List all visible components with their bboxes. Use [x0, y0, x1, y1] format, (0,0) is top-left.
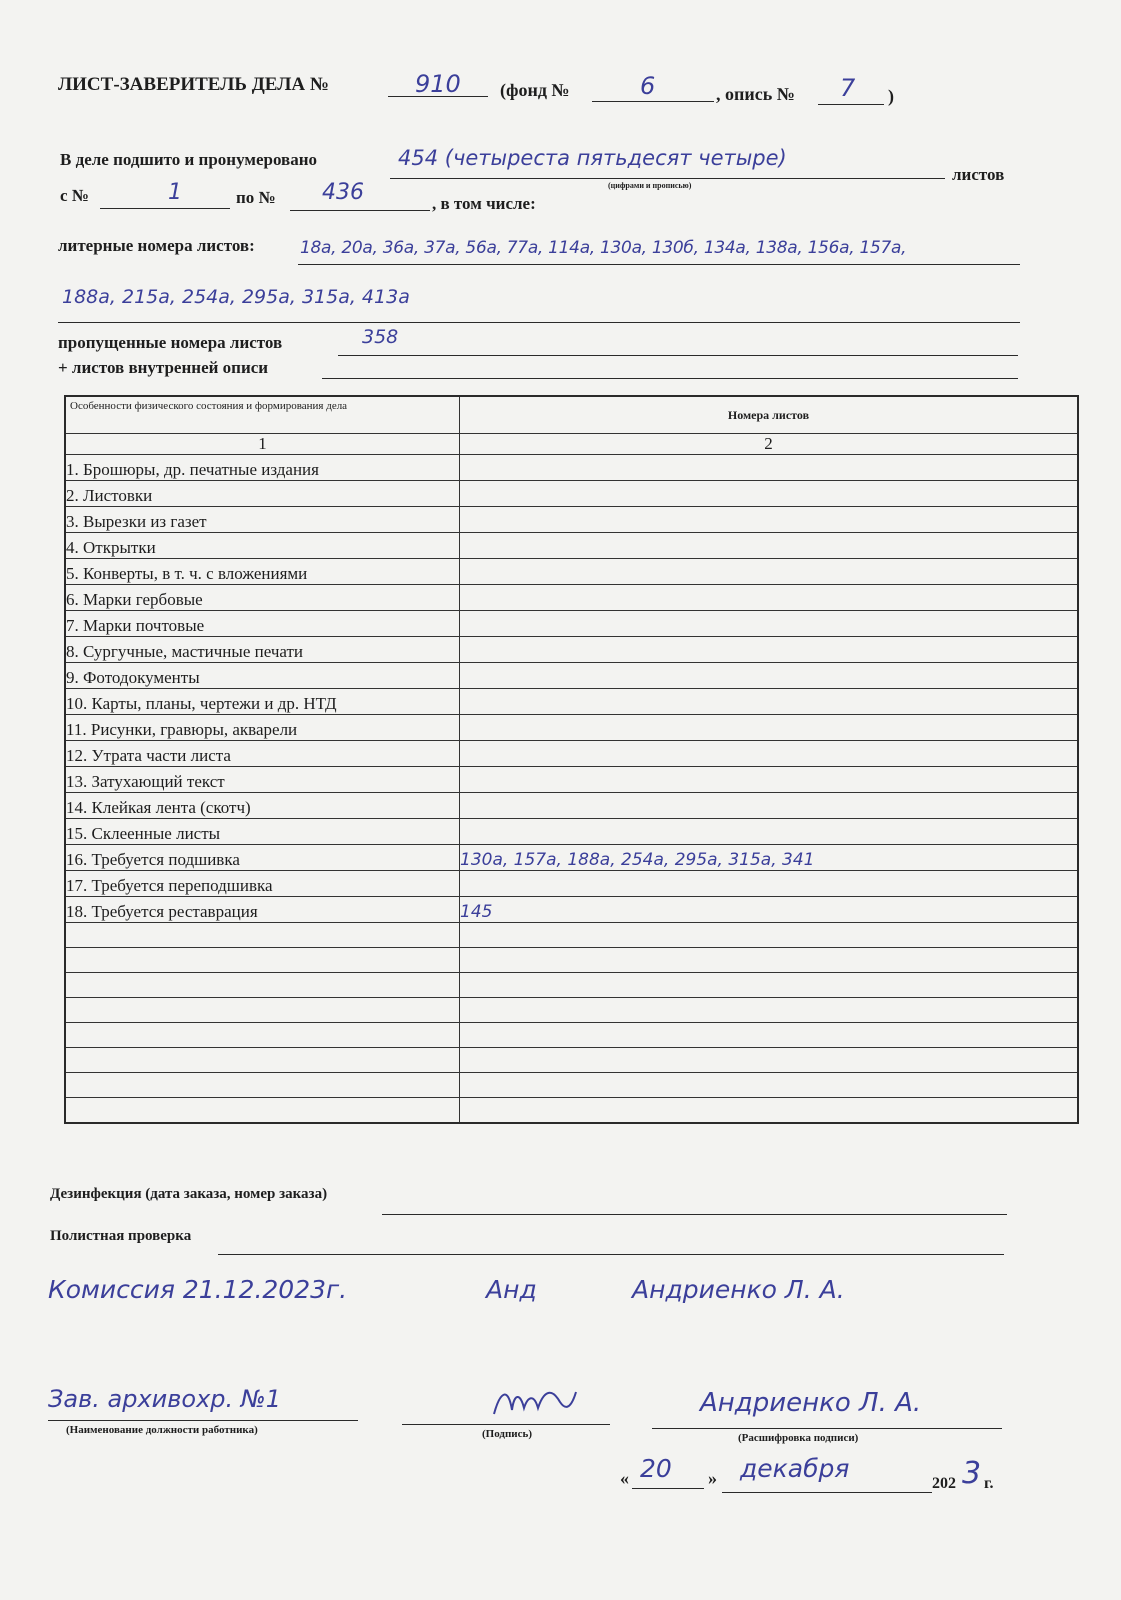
table-row [65, 741, 1078, 767]
row-feature-label [65, 923, 460, 948]
table-row [65, 1073, 1078, 1098]
row-sheet-numbers[interactable]: 130а, 157а, 188а, 254а, 295а, 315а, 341 [460, 845, 1079, 871]
fond-line [592, 101, 714, 102]
table-number-row [65, 434, 1078, 455]
row-feature-label [65, 1073, 460, 1098]
table-row [65, 948, 1078, 973]
case-no-value[interactable]: 910 [415, 70, 461, 98]
count-hint: (цифрами и прописью) [608, 181, 692, 190]
row-feature-label: 8. Сургучные, мастичные печати [65, 637, 460, 663]
row-sheet-numbers[interactable] [460, 819, 1079, 845]
signature-name[interactable]: Андриенко Л. А. [700, 1388, 922, 1418]
row-sheet-numbers[interactable] [460, 715, 1079, 741]
table-row [65, 871, 1078, 897]
row-sheet-numbers[interactable] [460, 793, 1079, 819]
row-feature-label [65, 1023, 460, 1048]
opis-line [818, 104, 884, 105]
signature-image [490, 1382, 580, 1427]
count-label: В деле подшито и пронумеровано [60, 150, 317, 169]
col1-header: Особенности физического состояния и формирования дела [65, 396, 460, 434]
date-year-digit[interactable]: 3 [962, 1456, 982, 1491]
row-sheet-numbers[interactable] [460, 663, 1079, 689]
row-feature-label: 1. Брошюры, др. печатные издания [65, 455, 460, 481]
count-value[interactable]: 454 (четыреста пятьдесят четыре) [398, 146, 787, 170]
row-feature-label [65, 948, 460, 973]
row-sheet-numbers[interactable] [460, 1048, 1079, 1073]
from-label: с № [60, 186, 89, 205]
row-sheet-numbers[interactable] [460, 973, 1079, 998]
table-row [65, 611, 1078, 637]
date-day[interactable]: 20 [640, 1454, 672, 1483]
opis-label: , опись № [716, 84, 795, 104]
check-name[interactable]: Андриенко Л. А. [632, 1275, 845, 1304]
letter-numbers-line1 [298, 264, 1020, 265]
table-row [65, 845, 1078, 871]
signature-hint: (Подпись) [482, 1428, 533, 1440]
row-sheet-numbers[interactable] [460, 611, 1079, 637]
table-row [65, 897, 1078, 923]
form-title: ЛИСТ-ЗАВЕРИТЕЛЬ ДЕЛА № [58, 74, 329, 95]
date-month[interactable]: декабря [740, 1454, 850, 1483]
row-feature-label: 3. Вырезки из газет [65, 507, 460, 533]
position-line [48, 1420, 358, 1421]
row-sheet-numbers[interactable] [460, 507, 1079, 533]
row-feature-label: 5. Конверты, в т. ч. с вложениями [65, 559, 460, 585]
row-sheet-numbers[interactable] [460, 923, 1079, 948]
to-line [290, 210, 430, 211]
row-sheet-numbers[interactable] [460, 481, 1079, 507]
from-value[interactable]: 1 [168, 180, 182, 205]
row-sheet-numbers[interactable] [460, 559, 1079, 585]
table-row [65, 998, 1078, 1023]
missing-label: пропущенные номера листов [58, 333, 283, 352]
check-signature: Анд [486, 1275, 537, 1304]
table-row [65, 455, 1078, 481]
row-feature-label: 9. Фотодокументы [65, 663, 460, 689]
opis-value[interactable]: 7 [840, 74, 856, 102]
table-row [65, 481, 1078, 507]
row-feature-label: 2. Листовки [65, 481, 460, 507]
col2-number: 2 [460, 434, 1079, 455]
letter-numbers-value-2[interactable]: 188а, 215а, 254а, 295а, 315а, 413а [62, 286, 410, 308]
table-row [65, 585, 1078, 611]
inner-inventory-line [322, 378, 1018, 379]
table-header-row [65, 396, 1078, 434]
date-month-line [722, 1492, 932, 1493]
letter-numbers-label: литерные номера листов: [58, 236, 255, 255]
from-line [100, 208, 230, 209]
row-sheet-numbers[interactable] [460, 1098, 1079, 1124]
check-line [218, 1254, 1004, 1255]
date-day-line [632, 1488, 704, 1489]
missing-line [338, 355, 1018, 356]
row-feature-label: 12. Утрата части листа [65, 741, 460, 767]
including-label: , в том числе: [432, 194, 536, 213]
disinfection-label: Дезинфекция (дата заказа, номер заказа) [50, 1186, 328, 1202]
col1-number: 1 [65, 434, 460, 455]
row-feature-label: 17. Требуется переподшивка [65, 871, 460, 897]
name-hint: (Расшифровка подписи) [738, 1432, 859, 1444]
table-row [65, 793, 1078, 819]
to-label: по № [236, 188, 276, 207]
table-row [65, 1048, 1078, 1073]
row-feature-label: 7. Марки почтовые [65, 611, 460, 637]
row-sheet-numbers[interactable] [460, 585, 1079, 611]
row-sheet-numbers[interactable] [460, 767, 1079, 793]
letter-numbers-line2 [58, 322, 1020, 323]
fond-label: (фонд № [500, 80, 570, 100]
table-row [65, 559, 1078, 585]
col2-header: Номера листов [460, 396, 1079, 434]
features-table [64, 395, 1079, 1124]
row-sheet-numbers[interactable] [460, 948, 1079, 973]
count-suffix: листов [952, 165, 1005, 184]
row-feature-label: 11. Рисунки, гравюры, акварели [65, 715, 460, 741]
row-sheet-numbers[interactable] [460, 998, 1079, 1023]
row-feature-label [65, 1048, 460, 1073]
date-close-quote: » [708, 1468, 717, 1488]
row-feature-label: 14. Клейкая лента (скотч) [65, 793, 460, 819]
row-sheet-numbers[interactable] [460, 637, 1079, 663]
row-feature-label [65, 973, 460, 998]
table-row [65, 1098, 1078, 1124]
fond-value[interactable]: 6 [640, 72, 656, 100]
date-open-quote: « [620, 1468, 629, 1488]
missing-value[interactable]: 358 [362, 326, 399, 348]
row-feature-label [65, 1098, 460, 1124]
table-row [65, 663, 1078, 689]
table-row [65, 507, 1078, 533]
name-line [652, 1428, 1002, 1429]
position-hint: (Наименование должности работника) [66, 1424, 258, 1436]
row-sheet-numbers[interactable] [460, 1023, 1079, 1048]
disinfection-line [382, 1214, 1007, 1215]
table-row [65, 767, 1078, 793]
close-paren: ) [888, 86, 894, 106]
table-row [65, 637, 1078, 663]
row-sheet-numbers[interactable] [460, 741, 1079, 767]
check-label: Полистная проверка [50, 1228, 192, 1244]
count-line [390, 178, 945, 179]
table-row [65, 973, 1078, 998]
row-feature-label: 10. Карты, планы, чертежи и др. НТД [65, 689, 460, 715]
row-sheet-numbers[interactable] [460, 455, 1079, 481]
row-feature-label: 13. Затухающий текст [65, 767, 460, 793]
row-feature-label: 15. Склеенные листы [65, 819, 460, 845]
row-feature-label: 16. Требуется подшивка [65, 845, 460, 871]
table-row [65, 923, 1078, 948]
position-value[interactable]: Зав. архивохр. №1 [48, 1385, 281, 1413]
row-sheet-numbers[interactable] [460, 689, 1079, 715]
table-row [65, 715, 1078, 741]
row-feature-label: 6. Марки гербовые [65, 585, 460, 611]
date-year-suffix: г. [984, 1475, 994, 1492]
row-feature-label: 4. Открытки [65, 533, 460, 559]
table-row [65, 1023, 1078, 1048]
row-feature-label: 18. Требуется реставрация [65, 897, 460, 923]
to-value[interactable]: 436 [322, 180, 364, 205]
table-row [65, 689, 1078, 715]
date-year-prefix: 202 [932, 1475, 956, 1492]
row-feature-label [65, 998, 460, 1023]
table-row [65, 533, 1078, 559]
signature-line [402, 1424, 610, 1425]
letter-numbers-value-1[interactable]: 18а, 20а, 36а, 37а, 56а, 77а, 114а, 130а, 130б, 134а, 138а, 156а, 157а, [300, 238, 907, 258]
inner-inventory-label: + листов внутренней описи [58, 358, 269, 377]
row-sheet-numbers[interactable] [460, 871, 1079, 897]
table-row [65, 819, 1078, 845]
row-sheet-numbers[interactable] [460, 533, 1079, 559]
check-commission[interactable]: Комиссия 21.12.2023г. [48, 1275, 348, 1304]
row-sheet-numbers[interactable]: 145 [460, 897, 1079, 923]
row-sheet-numbers[interactable] [460, 1073, 1079, 1098]
